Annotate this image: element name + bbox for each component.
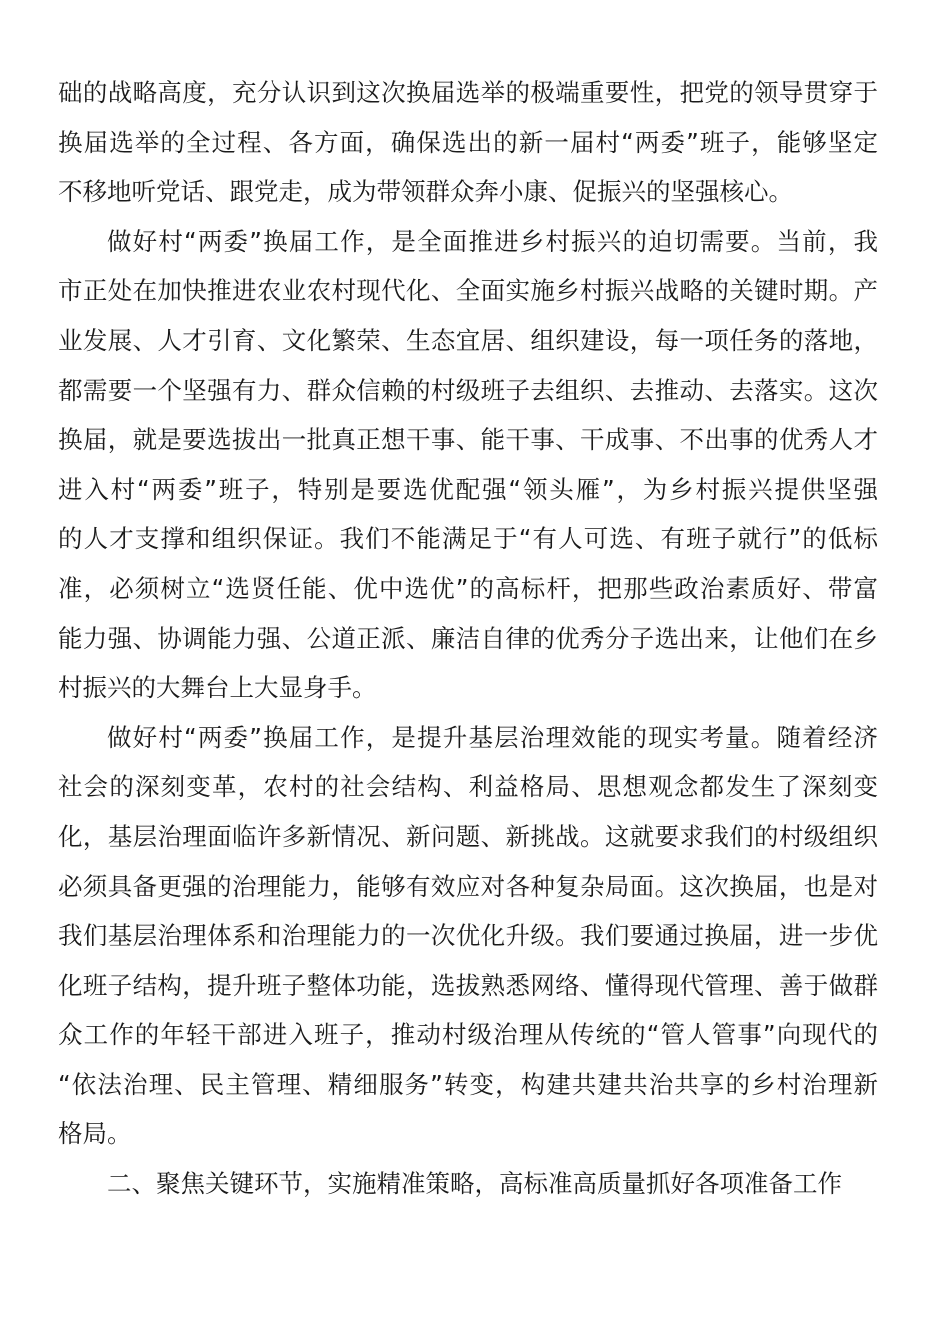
section-heading: 二、聚焦关键环节，实施精准策略，高标准高质量抓好各项准备工作 — [107, 1169, 842, 1199]
text-line: “依法治理、民主管理、精细服务”转变，构建共建共治共享的乡村治理新 — [58, 1069, 878, 1099]
text-line: 化班子结构，提升班子整体功能，选拔熟悉网络、懂得现代管理、善于做群 — [58, 970, 878, 1000]
text-line: 换届，就是要选拔出一批真正想干事、能干事、干成事、不出事的优秀人才 — [58, 425, 878, 455]
text-line: 社会的深刻变革，农村的社会结构、利益格局、思想观念都发生了深刻变 — [58, 772, 878, 802]
text-line: 换届选举的全过程、各方面，确保选出的新一届村“两委”班子，能够坚定 — [58, 127, 878, 157]
text-line: 化，基层治理面临许多新情况、新问题、新挑战。这就要求我们的村级组织 — [58, 821, 878, 851]
text-line: 的人才支撑和组织保证。我们不能满足于“有人可选、有班子就行”的低标 — [58, 524, 878, 554]
text-line: 能力强、协调能力强、公道正派、廉洁自律的优秀分子选出来，让他们在乡 — [58, 623, 878, 653]
text-line: 准，必须树立“选贤任能、优中选优”的高标杆，把那些政治素质好、带富 — [58, 573, 878, 603]
text-line: 众工作的年轻干部进入班子，推动村级治理从传统的“管人管事”向现代的 — [58, 1020, 878, 1050]
text-line: 我们基层治理体系和治理能力的一次优化升级。我们要通过换届，进一步优 — [58, 921, 878, 951]
text-line: 进入村“两委”班子，特别是要选优配强“领头雁”，为乡村振兴提供坚强 — [58, 474, 878, 504]
text-line: 市正处在加快推进农业农村现代化、全面实施乡村振兴战略的关键时期。产 — [58, 276, 878, 306]
document-page — [58, 68, 878, 1209]
text-line: 都需要一个坚强有力、群众信赖的村级班子去组织、去推动、去落实。这次 — [58, 375, 878, 405]
text-line: 做好村“两委”换届工作，是全面推进乡村振兴的迫切需要。当前，我 — [107, 226, 878, 256]
text-line: 业发展、人才引育、文化繁荣、生态宜居、组织建设，每一项任务的落地， — [58, 325, 878, 355]
text-line: 做好村“两委”换届工作，是提升基层治理效能的现实考量。随着经济 — [107, 722, 878, 752]
text-line: 不移地听党话、跟党走，成为带领群众奔小康、促振兴的坚强核心。 — [58, 177, 793, 207]
text-line: 必须具备更强的治理能力，能够有效应对各种复杂局面。这次换届，也是对 — [58, 871, 878, 901]
text-line: 村振兴的大舞台上大显身手。 — [58, 673, 377, 703]
text-line: 础的战略高度，充分认识到这次换届选举的极端重要性，把党的领导贯穿于 — [58, 78, 878, 107]
text-line: 格局。 — [58, 1119, 132, 1149]
